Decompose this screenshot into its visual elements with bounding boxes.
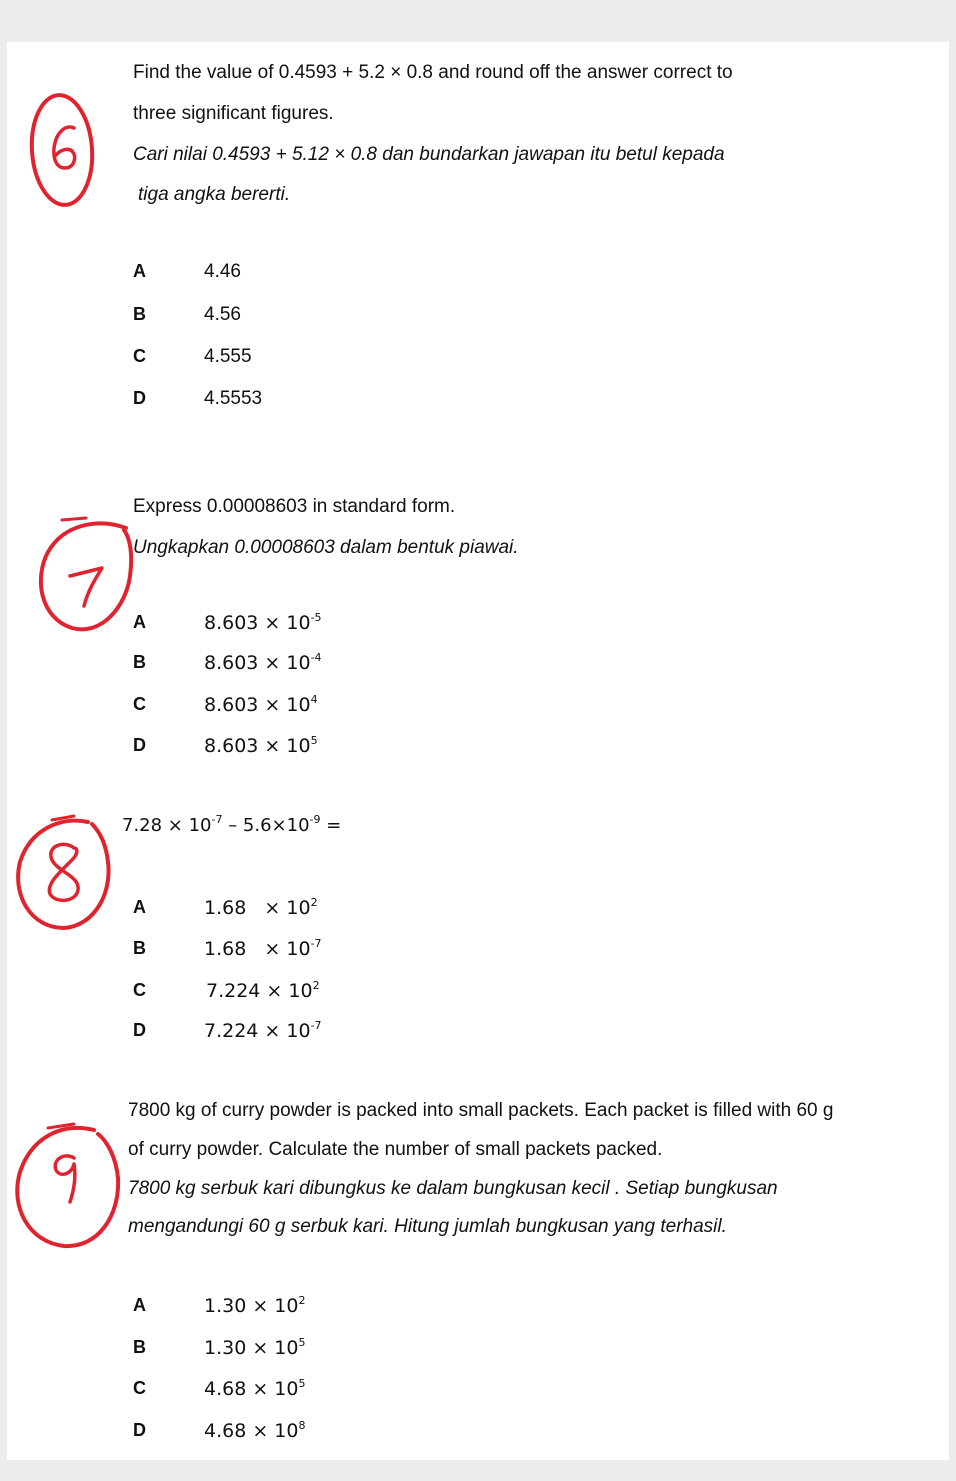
q7-option-d-exponent: 5 <box>310 734 318 747</box>
q9-option-b-letter[interactable]: B <box>133 1337 146 1357</box>
q8-option-a-value[interactable] <box>204 897 318 919</box>
q8-option-a-mantissa: 1.68 × 10 <box>204 897 311 919</box>
q9-option-a-value[interactable] <box>204 1295 305 1317</box>
q7-stem-en: Express 0.00008603 in standard form. <box>133 496 456 517</box>
handwritten-number-9-mark <box>8 1116 128 1256</box>
q7-option-d-mantissa: 8.603 × 10 <box>204 735 311 757</box>
q7-option-b-mantissa: 8.603 × 10 <box>204 652 311 674</box>
q8-option-d-mantissa: 7.224 × 10 <box>204 1020 311 1042</box>
q7-option-b-exponent: -4 <box>310 651 322 664</box>
q6-stem-ms-line2: tiga angka bererti. <box>138 184 291 205</box>
q6-stem-ms-line1: Cari nilai 0.4593 + 5.12 × 0.8 dan bundarkan jawapan itu betul kepada <box>133 144 725 165</box>
question-sheet <box>7 42 949 1460</box>
q9-option-b-exponent: 5 <box>298 1336 306 1349</box>
q9-option-c-value[interactable] <box>204 1378 305 1400</box>
q7-option-c-letter[interactable]: C <box>133 694 146 714</box>
q7-option-b-letter[interactable]: B <box>133 652 146 672</box>
q9-option-c-exponent: 5 <box>298 1377 306 1390</box>
q8-option-b-value[interactable] <box>204 938 322 960</box>
q9-option-a-mantissa: 1.30 × 10 <box>204 1295 299 1317</box>
q6-option-c-value[interactable]: 4.555 <box>204 346 252 367</box>
q7-option-c-exponent: 4 <box>310 693 318 706</box>
q9-option-d-mantissa: 4.68 × 10 <box>204 1420 299 1442</box>
q8-option-c-exponent: 2 <box>312 979 320 992</box>
q8-option-a-letter[interactable]: A <box>133 897 146 917</box>
q7-option-d-value[interactable] <box>204 735 318 757</box>
q6-option-a-letter[interactable]: A <box>133 261 146 281</box>
q8-option-d-exponent: -7 <box>310 1019 322 1032</box>
q9-stem-ms-line1: 7800 kg serbuk kari dibungkus ke dalam bungkusan kecil . Setiap bungkusan <box>128 1178 778 1199</box>
q8-expression <box>122 815 341 836</box>
q9-option-d-letter[interactable]: D <box>133 1420 146 1440</box>
q9-option-b-mantissa: 1.30 × 10 <box>204 1337 299 1359</box>
q8-option-b-exponent: -7 <box>310 937 322 950</box>
q8-term-1-exponent: -7 <box>211 813 223 826</box>
q8-option-b-letter[interactable]: B <box>133 938 146 958</box>
q9-option-d-exponent: 8 <box>298 1419 306 1432</box>
q6-option-d-value[interactable]: 4.5553 <box>204 388 263 409</box>
q8-term-1: 7.28 × 10 <box>122 815 212 836</box>
q9-stem-en-line2: of curry powder. Calculate the number of small packets packed. <box>128 1139 663 1160</box>
q8-option-d-letter[interactable]: D <box>133 1020 146 1040</box>
q6-option-b-value[interactable]: 4.56 <box>204 304 241 325</box>
q7-option-a-value[interactable] <box>204 612 322 634</box>
q7-option-a-exponent: -5 <box>310 611 322 624</box>
handwritten-number-8-mark <box>8 810 118 940</box>
q9-option-a-exponent: 2 <box>298 1294 306 1307</box>
q7-stem-ms: Ungkapkan 0.00008603 dalam bentuk piawai. <box>133 537 519 558</box>
q7-option-a-letter[interactable]: A <box>133 612 146 632</box>
q9-option-c-letter[interactable]: C <box>133 1378 146 1398</box>
q6-option-c-letter[interactable]: C <box>133 346 146 366</box>
q8-option-b-mantissa: 1.68 × 10 <box>204 938 311 960</box>
q6-stem-en-line2: three significant figures. <box>133 103 334 124</box>
q7-option-c-value[interactable] <box>204 694 318 716</box>
q8-option-d-value[interactable] <box>204 1020 322 1042</box>
q8-equals: = <box>320 815 342 836</box>
q9-stem-en-line1: 7800 kg of curry powder is packed into small packets. Each packet is filled with 60 g <box>128 1100 834 1121</box>
q9-option-b-value[interactable] <box>204 1337 305 1359</box>
q8-option-c-value[interactable] <box>206 980 320 1002</box>
q8-term-2: – 5.6×10 <box>222 815 310 836</box>
handwritten-number-7-mark <box>26 510 146 640</box>
q9-option-d-value[interactable] <box>204 1420 305 1442</box>
q8-option-a-exponent: 2 <box>310 896 318 909</box>
q8-option-c-letter[interactable]: C <box>133 980 146 1000</box>
q7-option-d-letter[interactable]: D <box>133 735 146 755</box>
q9-stem-ms-line2: mengandungi 60 g serbuk kari. Hitung jumlah bungkusan yang terhasil. <box>128 1216 727 1237</box>
q8-option-c-mantissa: 7.224 × 10 <box>206 980 313 1002</box>
q9-option-c-mantissa: 4.68 × 10 <box>204 1378 299 1400</box>
q7-option-a-mantissa: 8.603 × 10 <box>204 612 311 634</box>
handwritten-number-6-mark <box>22 84 112 214</box>
q6-option-b-letter[interactable]: B <box>133 304 146 324</box>
q6-stem-en-line1: Find the value of 0.4593 + 5.2 × 0.8 and round off the answer correct to <box>133 62 733 83</box>
q6-option-a-value[interactable]: 4.46 <box>204 261 241 282</box>
q9-option-a-letter[interactable]: A <box>133 1295 146 1315</box>
q6-option-d-letter[interactable]: D <box>133 388 146 408</box>
q8-term-2-exponent: -9 <box>309 813 321 826</box>
q7-option-c-mantissa: 8.603 × 10 <box>204 694 311 716</box>
q7-option-b-value[interactable] <box>204 652 322 674</box>
